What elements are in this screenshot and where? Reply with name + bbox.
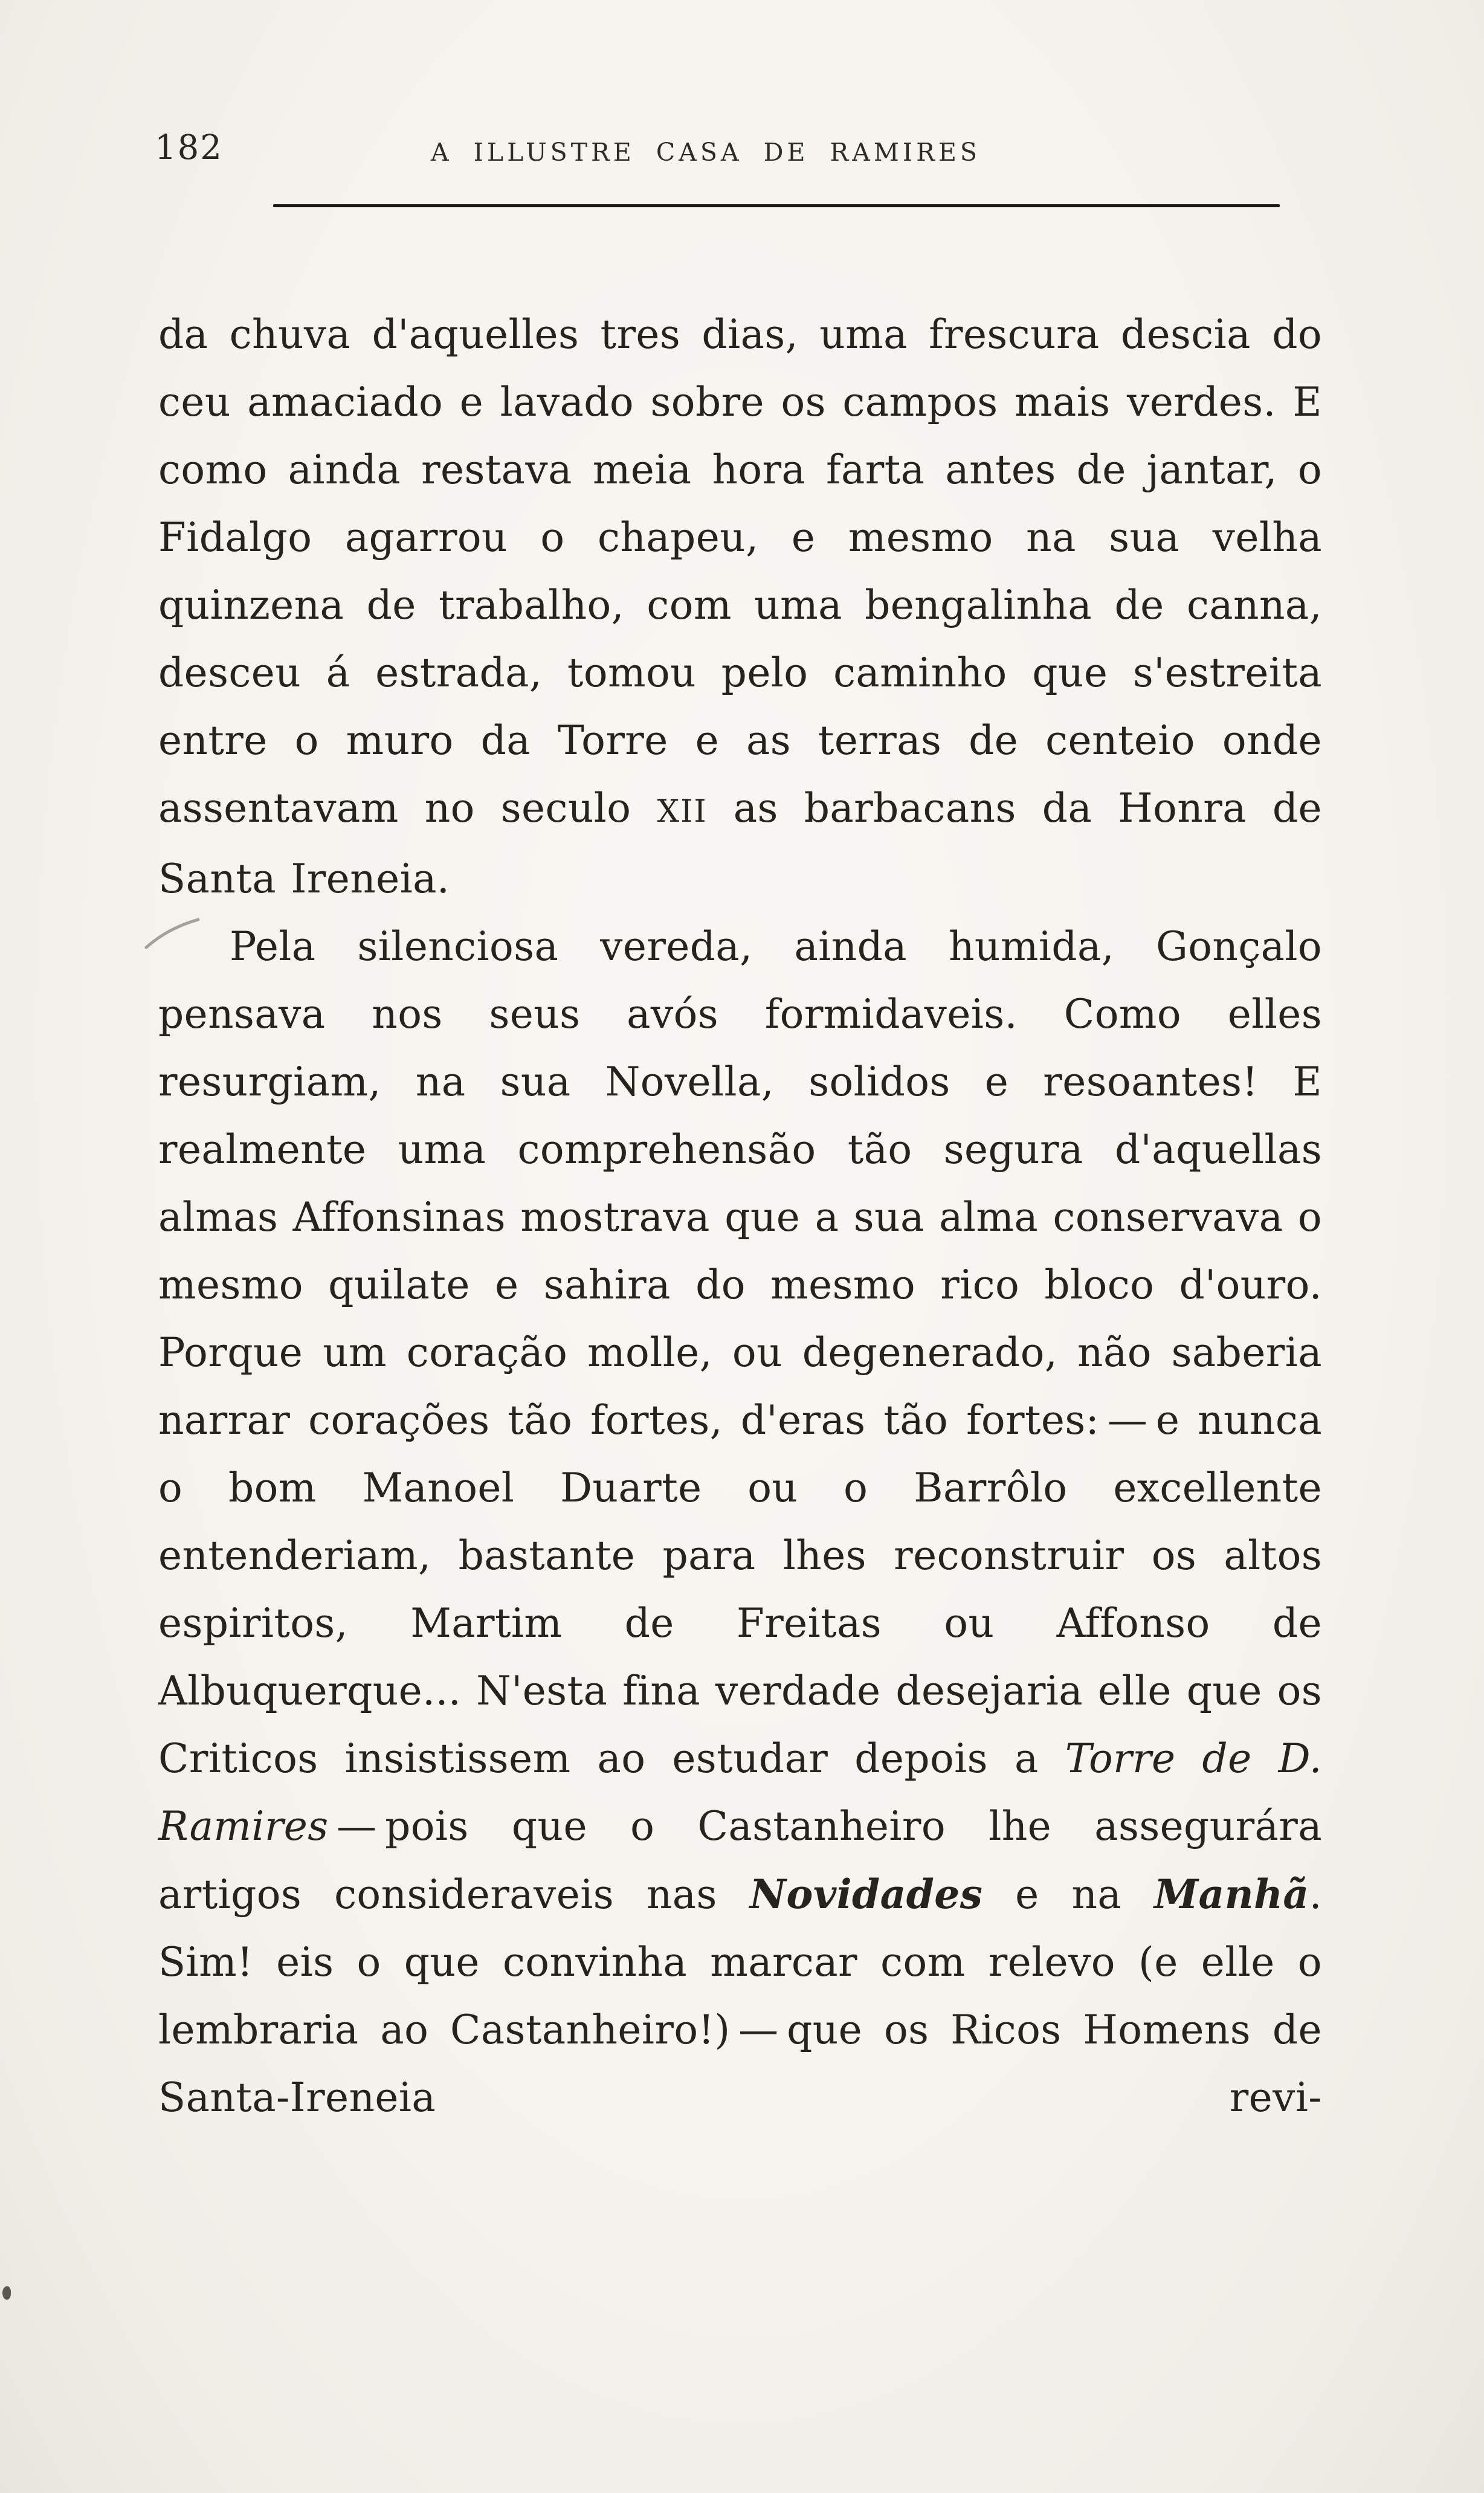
running-title: A ILLUSTRE CASA DE RAMIRES [431, 138, 981, 167]
paragraph [158, 913, 1322, 2132]
body-text [158, 301, 1322, 2132]
text-run: da chuva d'aquelles tres dias, uma frescura descia do ceu amaciado e lavado sobre os campos mais verdes. E como ainda restava meia hora farta antes de jantar, o Fidalgo agarrou o chapeu, e mesmo na sua velha quinzena de trabalho, com uma bengalinha de canna, desceu á estrada, tomou pelo caminho que s'estreita entre o muro da Torre e as terras de centeio onde assentavam no seculo [158, 311, 1322, 831]
text-run: Manhã [1154, 1871, 1309, 1918]
scan-speck [2, 2286, 11, 2300]
text-run: as barbacans da Honra de Santa Ireneia. [158, 785, 1322, 902]
text-run: Torre de D. Ramires [158, 1735, 1322, 1850]
header-rule [273, 204, 1280, 207]
paragraph [158, 301, 1322, 913]
text-run: Novidades [749, 1871, 983, 1918]
text-run: — pois que o Castanheiro lhe assegurára artigos consideraveis nas [158, 1803, 1322, 1918]
text-run: e na [982, 1871, 1155, 1918]
text-run: Pela silenciosa vereda, ainda humida, Gonçalo pensava nos seus avós formidaveis. Como elles resurgiam, na sua Novella, solidos e resoantes! E realmente uma comprehensão tão segura d'aquellas almas Affonsinas mostrava que a sua alma conservava o mesmo quilate e sahira do mesmo rico bloco d'ouro. Porque um coração molle, ou degenerado, não saberia narrar corações tão fortes, d'eras tão fortes: — e nunca o bom Manoel Duarte ou o Barrôlo excellente entenderiam, bastante para lhes reconstruir os altos espiritos, Martim de Freitas ou Affonso de Albuquerque... N'esta fina verdade desejaria elle que os Criticos insistissem ao estudar depois a [158, 923, 1322, 1782]
page-number: 182 [155, 128, 223, 167]
text-run: XII [657, 793, 708, 830]
text-run: . Sim! eis o que convinha marcar com relevo (e elle o lembraria ao Castanheiro!) — que os Ricos Homens de Santa-Ireneia revi- [158, 1871, 1322, 2121]
